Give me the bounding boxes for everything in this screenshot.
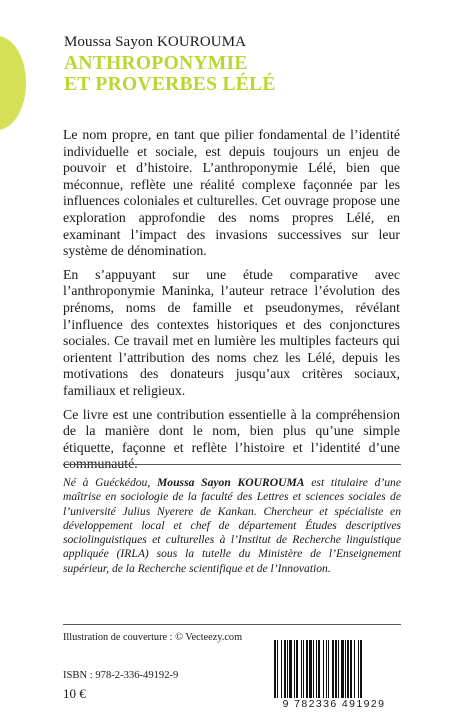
divider [63, 624, 401, 625]
back-cover-blurb [63, 127, 400, 480]
cover-credit: Illustration de couverture : © Vecteezy.com [63, 632, 243, 643]
barcode [264, 640, 404, 710]
author-bio [63, 476, 401, 576]
book-title [64, 53, 276, 95]
price: 10 € [63, 686, 86, 701]
barcode-bars-icon [264, 640, 404, 700]
divider [63, 464, 401, 465]
author-name: Moussa Sayon KOUROUMA [64, 34, 247, 50]
blurb-paragraph: En s’appuyant sur une étude comparative avec l’anthroponymie Maninka, l’auteur retrace l’évolution des prénoms, noms de famille et pseudonymes, révélant l’influence des contextes historiques et des conjonctures sociales. Ce travail met en lumière les multiples facteurs qui orientent l’attribution des noms chez les Lélé, depuis les motivations des donateurs jusqu’aux critères sociaux, familiaux et religieux. [63, 266, 400, 398]
green-tab-decoration [0, 36, 26, 130]
bio-author-name: Moussa Sayon KOUROUMA [157, 476, 305, 489]
barcode-digits: 9 782336 491929 [264, 698, 404, 710]
title-line-1: ANTHROPONYMIE [64, 53, 248, 74]
bio-lead: Né à Guéckédou, [63, 476, 157, 489]
title-line-2: ET PROVERBES LÉLÉ [64, 74, 276, 95]
blurb-paragraph: Le nom propre, en tant que pilier fondamental de l’identité individuelle et sociale, est depuis toujours un enjeu de pouvoir et d’histoire. L’anthroponymie Lélé, bien que méconnue, reflète une réalité complexe façonnée par les influences coloniales et culturelles. Cet ouvrage propose une exploration approfondie des noms propres Lélé, en examinant l’impact des invasions successives sur leur système de dénomination. [63, 127, 400, 259]
blurb-paragraph: Ce livre est une contribution essentielle à la compréhension de la manière dont le nom, bien plus qu’une simple étiquette, façonne et reflète l’histoire et l’identité d’une communauté. [63, 406, 400, 472]
bio-text: est titulaire d’une maîtrise en sociologie de la faculté des Lettres et sciences sociales de l’université Julius Nyerere de Kankan. Chercheur et spécialiste en développement local et chef de département Études descriptives sociolinguistiques et culturelles à l’Institut de Recherche linguistique appliquée (IRLA) sous la tutelle du Ministère de l’Enseignement supérieur, de la Recherche scientifique et de l’Innovation. [63, 476, 402, 575]
isbn: ISBN : 978-2-336-49192-9 [63, 670, 179, 681]
